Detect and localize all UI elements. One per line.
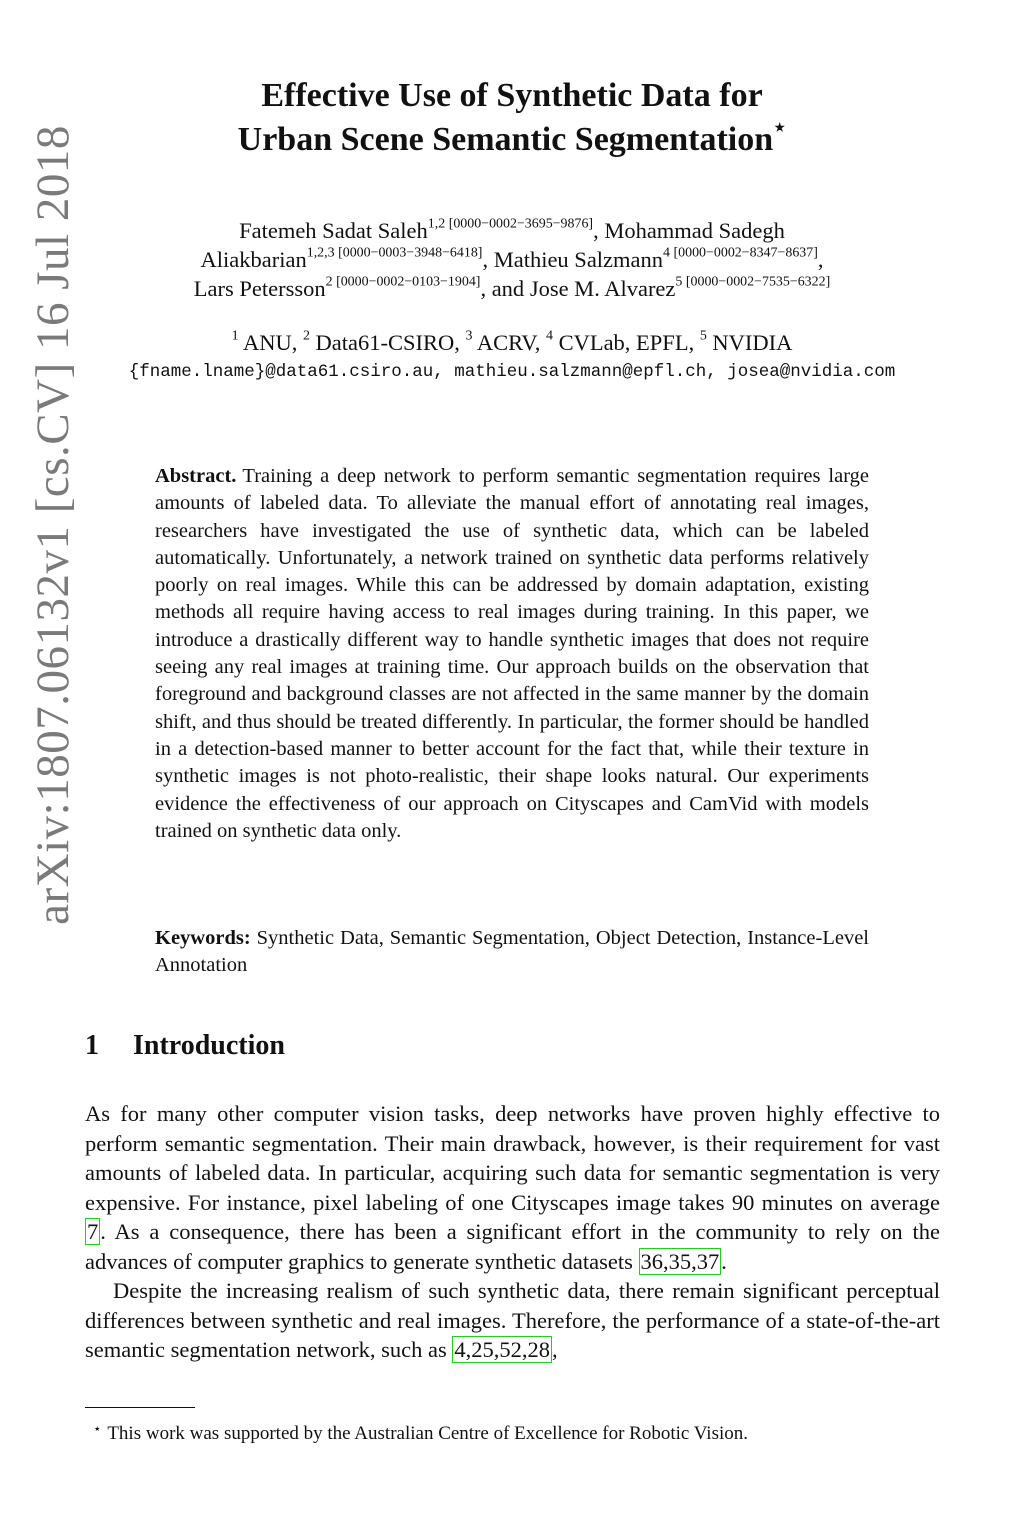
affil-index: 5 [699,328,707,344]
author-separator: , [593,218,605,243]
affil-index: 2 [302,328,310,344]
title-line-2-text: Urban Scene Semantic Segmentation [237,121,774,158]
paragraph [85,1276,940,1365]
title-line-2 [100,115,924,162]
keywords [155,925,869,980]
paragraph-text: As for many other computer vision tasks, deep networks have proven highly effective to perform semantic segmentation. Their main drawback, however, is their requirement for vast amounts of labeled data. In particular, acquiring such data for semantic segmentation is very expensive. For instance, pixel labeling of one Cityscapes image takes 90 minutes on average [85,1101,940,1215]
author-name: Jose M. Alvarez [529,276,676,301]
keywords-text: Synthetic Data, Semantic Segmentation, Object Detection, Instance-Level Annotation [155,927,869,977]
paragraph [85,1099,940,1276]
author-name: Lars Petersson [193,276,326,301]
affil-name: ACRV, [472,330,546,355]
author-affil-orcid: 5 [0000−0002−7535−6322] [675,274,831,290]
footnote-text: This work was supported by the Australian Centre of Excellence for Robotic Vision. [107,1422,749,1444]
affil-name: Data61-CSIRO, [309,330,466,355]
author-affil-orcid: 2 [0000−0002−0103−1904] [325,274,481,290]
citation-link[interactable]: 7 [87,1219,99,1244]
paper-title [100,74,924,162]
citation-link[interactable]: 36,35,37 [640,1248,720,1274]
author-separator: , and [480,276,530,301]
affiliations [80,328,944,358]
abstract-text: Training a deep network to perform semantic segmentation requires large amounts of labeled data. To alleviate the manual effort of annotating real images, researchers have investigated the use of synthetic data, which can be labeled automatically. Unfortunately, a network trained on synthetic data performs relatively poorly on real images. While this can be addressed by domain adaptation, existing methods all require having access to real images during training. In this paper, we introduce a drastically different way to handle synthetic images that does not require seeing any real images at training time. Our approach builds on the observation that foreground and background classes are not affected in the same manner by the domain shift, and thus should be treated differently. In particular, the former should be handled in a detection-based manner to better account for the fact that, while their texture in synthetic images is not photo-realistic, their shape looks natural. Our experiments evidence the effectiveness of our approach on Cityscapes and CamVid with models trained on synthetic data only. [155,465,869,842]
paragraph-text: , [552,1337,558,1362]
affil-index: 3 [465,328,473,344]
paragraph-text: Despite the increasing realism of such synthetic data, there remain significant perceptual differences between synthetic and real images. Therefore, the performance of a state-of-the-art semantic segmentation network, such as [85,1278,940,1362]
affil-name: CVLab, EPFL, [552,330,700,355]
section-heading [85,1030,285,1062]
affil-name: NVIDIA [706,330,793,355]
author-name: Fatemeh Sadat Saleh [239,218,428,243]
section-number: 1 [85,1030,99,1061]
citation-link[interactable]: 4,25,52,28 [454,1337,551,1362]
paragraph-text: . [721,1248,727,1274]
footnote-rule [85,1407,195,1408]
introduction-body [85,1099,940,1365]
footnote [85,1416,945,1447]
abstract [155,463,869,845]
keywords-label: Keywords: [155,927,251,949]
author-name: Aliakbarian [200,247,307,272]
footnote-mark: ⋆ [93,1421,102,1436]
author-emails: {fname.lname}@data61.csiro.au, mathieu.salzmann@epfl.ch, josea@nvidia.com [128,362,896,382]
author-name: Mathieu Salzmann [493,247,664,272]
affil-index: 4 [545,328,553,344]
author-name: Mohammad Sadegh [604,218,785,243]
author-line-1 [80,216,944,245]
author-line-2 [80,245,944,274]
affil-index: 1 [231,328,239,344]
author-separator: , [482,247,494,272]
affil-name: ANU, [238,330,303,355]
author-affil-orcid: 1,2,3 [0000−0003−3948−6418] [306,245,483,261]
author-line-3 [80,274,944,303]
author-affil-orcid: 1,2 [0000−0002−3695−9876] [427,216,594,232]
paragraph-text: . As a consequence, there has been a significant effort in the community to rely on the advances of computer graphics to generate synthetic datasets [85,1219,940,1274]
abstract-label: Abstract. [155,465,237,487]
title-footnote-mark: ⋆ [773,115,787,140]
author-separator: , [817,247,824,272]
section-title: Introduction [133,1030,285,1061]
author-list [80,216,944,303]
arxiv-stamp: arXiv:1807.06132v1 [cs.CV] 16 Jul 2018 [27,125,79,925]
title-line-1: Effective Use of Synthetic Data for [261,77,763,114]
author-affil-orcid: 4 [0000−0002−8347−8637] [663,245,818,261]
